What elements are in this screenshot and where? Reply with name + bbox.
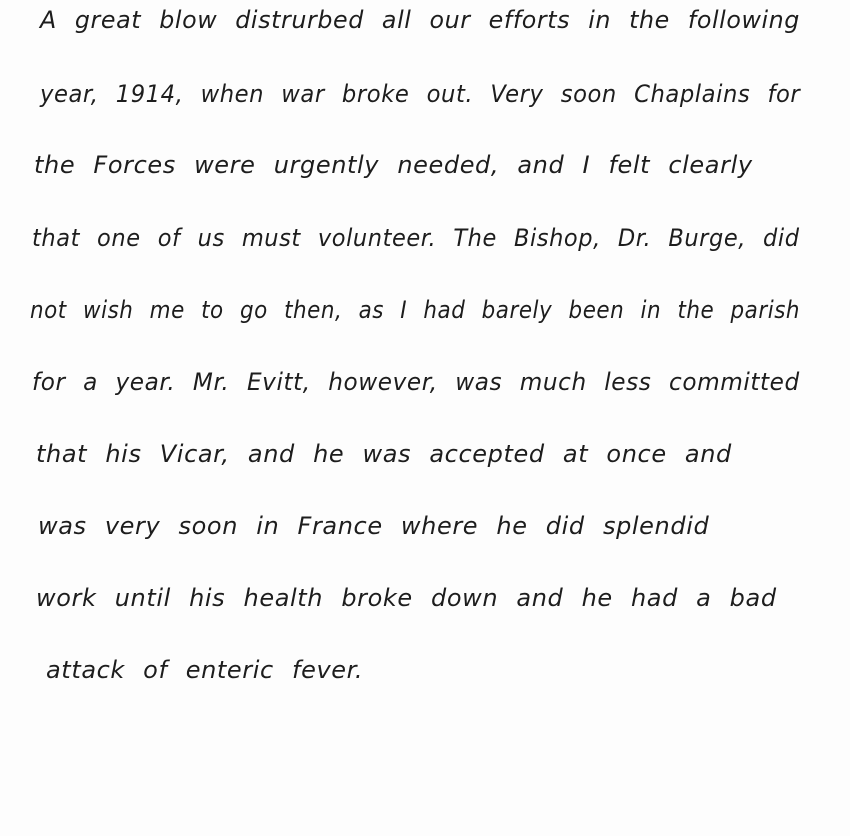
text-line-6: for a year. Mr. Evitt, however, was much less committed — [32, 368, 800, 396]
text-line-2: year, 1914, when war broke out. Very soon Chaplains for — [40, 80, 801, 108]
text-line-10: attack of enteric fever. — [46, 656, 364, 684]
text-line-7: that his Vicar, and he was accepted at once and — [36, 440, 732, 468]
text-line-1: A great blow distrurbed all our efforts in the following — [40, 6, 800, 34]
text-line-9: work until his health broke down and he had a bad — [36, 584, 777, 612]
text-line-8: was very soon in France where he did splendid — [38, 512, 710, 540]
text-line-4: that one of us must volunteer. The Bishop, Dr. Burge, did — [32, 224, 800, 252]
text-line-5: not wish me to go then, as I had barely been in the parish — [30, 296, 801, 324]
text-line-3: the Forces were urgently needed, and I felt clearly — [34, 151, 753, 179]
